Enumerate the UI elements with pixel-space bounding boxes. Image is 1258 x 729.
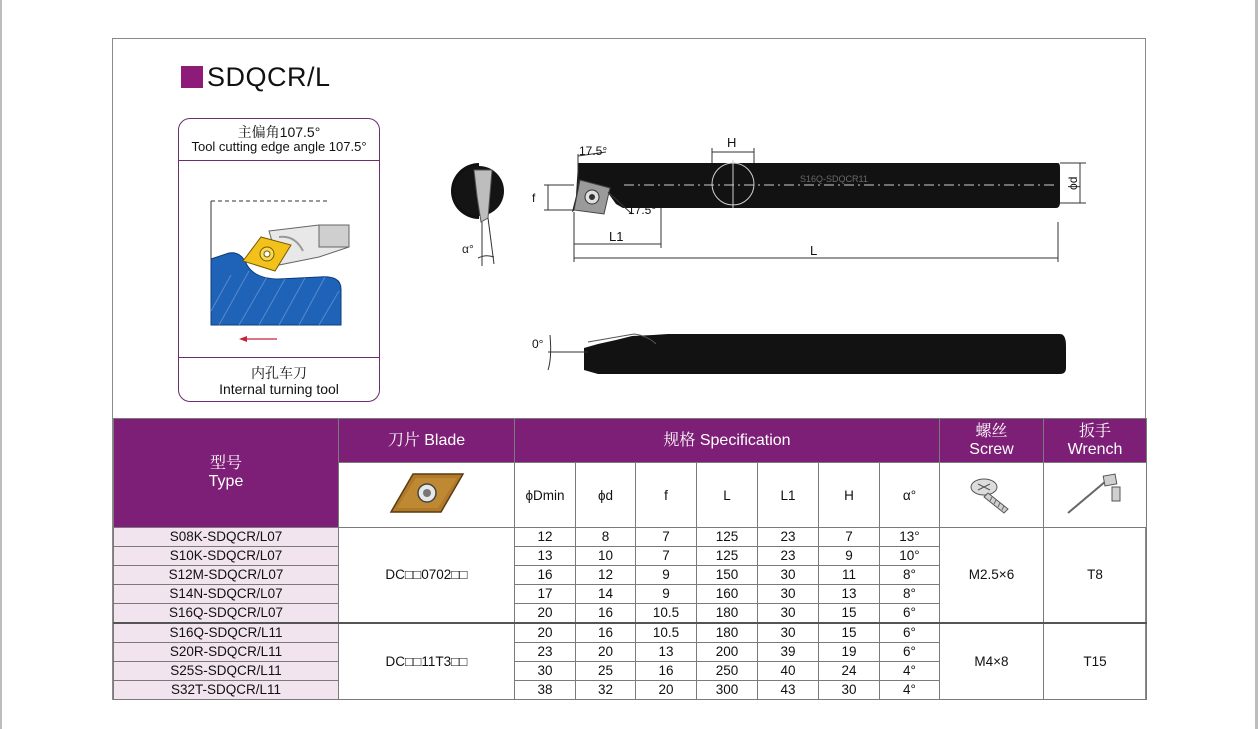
spec-value-cell: 30 xyxy=(758,566,819,585)
cutting-angle-box xyxy=(178,118,380,402)
spec-table xyxy=(113,418,1147,700)
l1-dim-label: L1 xyxy=(609,229,624,244)
spec-value-cell: 19 xyxy=(819,643,880,662)
spec-value-cell: 14 xyxy=(576,585,636,604)
spec-value-cell: 39 xyxy=(758,643,819,662)
spec-column-header: ϕDmin xyxy=(515,463,576,528)
spec-value-cell: 7 xyxy=(819,528,880,547)
type-cell: S14N-SDQCR/L07 xyxy=(114,585,339,604)
spec-value-cell: 160 xyxy=(697,585,758,604)
spec-value-cell: 180 xyxy=(697,604,758,624)
spec-value-cell: 200 xyxy=(697,643,758,662)
spec-value-cell: 20 xyxy=(515,604,576,624)
spec-value-cell: 17 xyxy=(515,585,576,604)
spec-value-cell: 13 xyxy=(819,585,880,604)
screw-header-cn: 螺丝 xyxy=(975,422,1008,440)
spec-value-cell: 16 xyxy=(636,662,697,681)
title-text: SDQCR/L xyxy=(207,61,331,92)
spec-value-cell: 16 xyxy=(515,566,576,585)
wrench-size-cell: T15 xyxy=(1044,623,1147,700)
type-cell: S12M-SDQCR/L07 xyxy=(114,566,339,585)
table-row xyxy=(114,623,1147,643)
spec-column-header: f xyxy=(636,463,697,528)
type-cell: S25S-SDQCR/L11 xyxy=(114,662,339,681)
spec-value-cell: 13 xyxy=(515,547,576,566)
spec-value-cell: 11 xyxy=(819,566,880,585)
page-left-border xyxy=(0,0,2,729)
spec-value-cell: 25 xyxy=(576,662,636,681)
type-cell: S16Q-SDQCR/L11 xyxy=(114,623,339,643)
type-header xyxy=(114,419,339,528)
spec-value-cell: 40 xyxy=(758,662,819,681)
spec-value-cell: 24 xyxy=(819,662,880,681)
blade-insert-icon xyxy=(387,468,467,520)
spec-value-cell: 15 xyxy=(819,604,880,624)
spec-value-cell: 16 xyxy=(576,604,636,624)
l-dim-label: L xyxy=(810,243,818,258)
spec-value-cell: 12 xyxy=(515,528,576,547)
spec-value-cell: 10.5 xyxy=(636,604,697,624)
type-cell: S10K-SDQCR/L07 xyxy=(114,547,339,566)
spec-value-cell: 180 xyxy=(697,623,758,643)
end-view xyxy=(451,163,504,266)
wrench-image-cell xyxy=(1044,463,1147,528)
angle-caption-cn: 主偏角107.5° xyxy=(237,124,321,140)
caption-divider-bottom xyxy=(179,357,379,358)
type-header-en: Type xyxy=(208,473,244,490)
spec-value-cell: 7 xyxy=(636,528,697,547)
screw-icon xyxy=(962,469,1022,519)
screw-header xyxy=(940,419,1044,463)
top-angle-label: 17.5° xyxy=(579,144,608,158)
turning-illustration xyxy=(179,161,380,357)
spec-value-cell: 8 xyxy=(576,528,636,547)
spec-column-header: L xyxy=(697,463,758,528)
spec-value-cell: 150 xyxy=(697,566,758,585)
side-view xyxy=(532,334,1066,374)
wrench-header-en: Wrench xyxy=(1067,440,1123,458)
spec-column-header: α° xyxy=(880,463,940,528)
spec-value-cell: 6° xyxy=(880,623,940,643)
spec-value-cell: 8° xyxy=(880,585,940,604)
wrench-header xyxy=(1044,419,1147,463)
spec-value-cell: 23 xyxy=(515,643,576,662)
spec-value-cell: 13 xyxy=(636,643,697,662)
spec-value-cell: 6° xyxy=(880,604,940,624)
spec-value-cell: 30 xyxy=(515,662,576,681)
type-header-cn: 型号 xyxy=(209,455,242,472)
spec-value-cell: 4° xyxy=(880,662,940,681)
spec-value-cell: 20 xyxy=(515,623,576,643)
angle-caption-en: Tool cutting edge angle 107.5° xyxy=(191,139,367,154)
type-cell: S32T-SDQCR/L11 xyxy=(114,681,339,700)
spec-value-cell: 9 xyxy=(636,566,697,585)
top-view xyxy=(532,135,1086,262)
spec-value-cell: 16 xyxy=(576,623,636,643)
zero-angle-label: 0° xyxy=(532,337,544,351)
product-title xyxy=(181,60,331,94)
f-dim-label: f xyxy=(532,191,536,205)
spec-value-cell: 12 xyxy=(576,566,636,585)
tool-type-cn: 内孔车刀 xyxy=(251,365,307,381)
spec-column-header: H xyxy=(819,463,880,528)
spec-value-cell: 250 xyxy=(697,662,758,681)
spec-value-cell: 300 xyxy=(697,681,758,700)
blade-model-cell: DC□□0702□□ xyxy=(339,528,515,624)
spec-value-cell: 23 xyxy=(758,547,819,566)
spec-value-cell: 15 xyxy=(819,623,880,643)
wrench-header-cn: 扳手 xyxy=(1078,422,1111,440)
spec-value-cell: 7 xyxy=(636,547,697,566)
spec-value-cell: 32 xyxy=(576,681,636,700)
shank-marking: S16Q-SDQCR11 xyxy=(800,174,868,184)
type-cell: S08K-SDQCR/L07 xyxy=(114,528,339,547)
type-cell: S20R-SDQCR/L11 xyxy=(114,643,339,662)
spec-value-cell: 125 xyxy=(697,547,758,566)
spec-value-cell: 10° xyxy=(880,547,940,566)
blade-image-cell xyxy=(339,463,515,528)
spec-value-cell: 23 xyxy=(758,528,819,547)
phi-d-label: ϕd xyxy=(1066,176,1080,190)
spec-value-cell: 13° xyxy=(880,528,940,547)
h-dim-label: H xyxy=(727,135,737,150)
spec-value-cell: 38 xyxy=(515,681,576,700)
spec-header: 规格 Specification xyxy=(515,419,940,463)
spec-value-cell: 9 xyxy=(636,585,697,604)
spec-value-cell: 30 xyxy=(819,681,880,700)
screw-image-cell xyxy=(940,463,1044,528)
tool-type-en: Internal turning tool xyxy=(219,381,339,397)
spec-value-cell: 20 xyxy=(576,643,636,662)
spec-value-cell: 10.5 xyxy=(636,623,697,643)
spec-value-cell: 30 xyxy=(758,623,819,643)
type-cell: S16Q-SDQCR/L07 xyxy=(114,604,339,624)
spec-value-cell: 6° xyxy=(880,643,940,662)
title-square-icon xyxy=(181,66,203,88)
bottom-angle-label: 17.5° xyxy=(628,203,657,217)
spec-value-cell: 30 xyxy=(758,585,819,604)
blade-model-cell: DC□□11T3□□ xyxy=(339,623,515,700)
alpha-label: α° xyxy=(462,242,474,256)
spec-column-header: L1 xyxy=(758,463,819,528)
spec-column-header: ϕd xyxy=(576,463,636,528)
spec-value-cell: 4° xyxy=(880,681,940,700)
spec-value-cell: 43 xyxy=(758,681,819,700)
spec-value-cell: 125 xyxy=(697,528,758,547)
spec-value-cell: 30 xyxy=(758,604,819,624)
spec-value-cell: 20 xyxy=(636,681,697,700)
spec-value-cell: 10 xyxy=(576,547,636,566)
spec-value-cell: 9 xyxy=(819,547,880,566)
wrench-icon xyxy=(1060,469,1130,519)
blade-header: 刀片 Blade xyxy=(339,419,515,463)
spec-value-cell: 8° xyxy=(880,566,940,585)
wrench-size-cell: T8 xyxy=(1044,528,1147,624)
screw-size-cell: M4×8 xyxy=(940,623,1044,700)
tool-technical-drawing xyxy=(448,130,1098,380)
table-row xyxy=(114,528,1147,547)
screw-size-cell: M2.5×6 xyxy=(940,528,1044,624)
screw-header-en: Screw xyxy=(969,440,1014,458)
